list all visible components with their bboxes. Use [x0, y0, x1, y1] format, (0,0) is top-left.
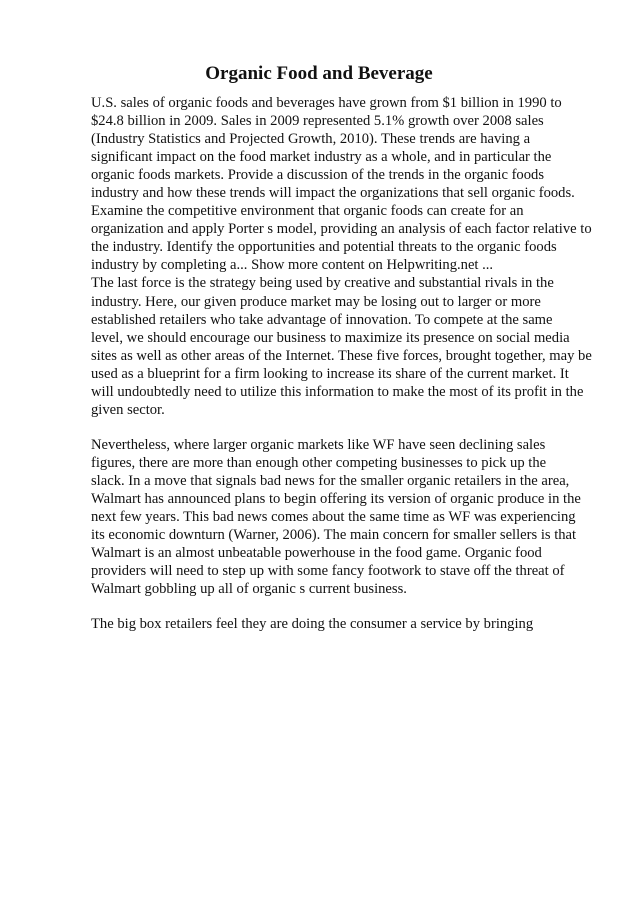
- text-line: organization and apply Porter s model, providing an analysis of each factor relative to: [91, 221, 592, 238]
- text-line: Examine the competitive environment that organic foods can create for an: [91, 203, 524, 220]
- text-line: figures, there are more than enough other competing businesses to pick up the: [91, 454, 547, 471]
- text-line: industry. Here, our given produce market may be losing out to larger or more: [91, 293, 541, 310]
- text-line: Walmart gobbling up all of organic s current business.: [91, 581, 407, 598]
- paragraph-gap: [91, 598, 631, 615]
- text-line: significant impact on the food market industry as a whole, and in particular the: [91, 149, 552, 166]
- text-line: used as a blueprint for a firm looking to increase its share of the current market. It: [91, 365, 569, 382]
- text-line: $24.8 billion in 2009. Sales in 2009 represented 5.1% growth over 2008 sales: [91, 113, 544, 130]
- text-line: level, we should encourage our business to maximize its presence on social media: [91, 329, 570, 346]
- paragraph: [91, 615, 631, 633]
- paragraph: [91, 94, 631, 419]
- text-line: Walmart has announced plans to begin offering its version of organic produce in the: [91, 490, 581, 507]
- text-line: its economic downturn (Warner, 2006). The main concern for smaller sellers is that: [91, 527, 577, 544]
- text-line: organic foods markets. Provide a discussion of the trends in the organic foods: [91, 167, 544, 184]
- text-line: next few years. This bad news comes about the same time as WF was experiencing: [91, 509, 576, 526]
- document-title: Organic Food and Beverage: [205, 63, 433, 84]
- text-line: slack. In a move that signals bad news for the smaller organic retailers in the area,: [91, 472, 570, 489]
- text-line: the industry. Identify the opportunities and potential threats to the organic foods: [91, 239, 557, 256]
- text-line: The last force is the strategy being used by creative and substantial rivals in the: [91, 275, 554, 292]
- document-body: [91, 94, 631, 633]
- paragraph-gap: [91, 419, 631, 436]
- text-line: providers will need to step up with some fancy footwork to stave off the threat of: [91, 563, 565, 580]
- text-line: industry by completing a... Show more content on Helpwriting.net ...: [91, 257, 494, 274]
- text-line: established retailers who take advantage of innovation. To compete at the same: [91, 311, 553, 328]
- paragraph: [91, 436, 631, 598]
- text-line: (Industry Statistics and Projected Growth, 2010). These trends are having a: [91, 131, 531, 148]
- text-line: given sector.: [91, 401, 165, 418]
- text-line: Nevertheless, where larger organic markets like WF have seen declining sales: [91, 436, 546, 453]
- text-line: sites as well as other areas of the Internet. These five forces, brought together, may be: [91, 347, 592, 364]
- text-line: will undoubtedly need to utilize this information to make the most of its profit in the: [91, 383, 584, 400]
- text-line: industry and how these trends will impact the organizations that sell organic foods.: [91, 185, 575, 202]
- text-line: U.S. sales of organic foods and beverages have grown from $1 billion in 1990 to: [91, 95, 562, 111]
- text-line: Walmart is an almost unbeatable powerhouse in the food game. Organic food: [91, 545, 542, 562]
- text-line: The big box retailers feel they are doing the consumer a service by bringing: [91, 616, 534, 633]
